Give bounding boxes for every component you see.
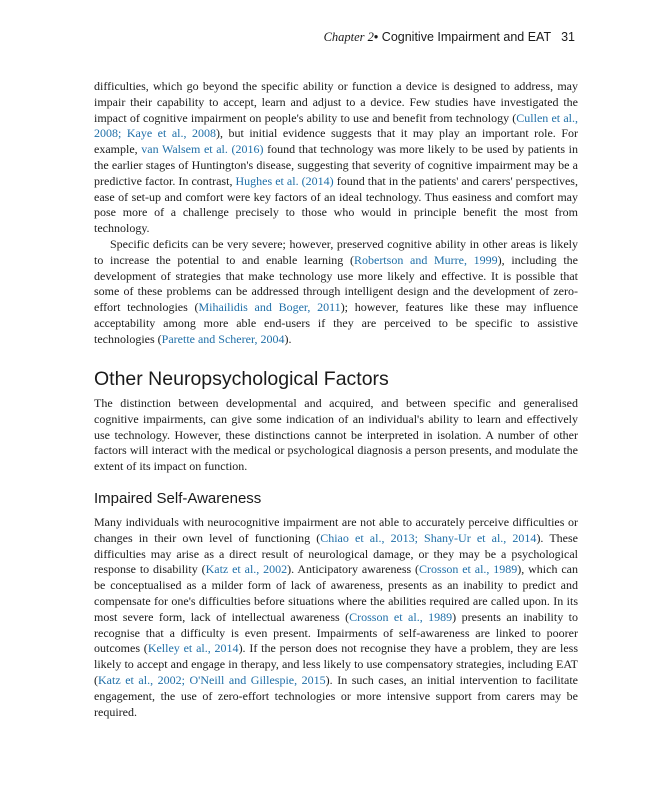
citation-link[interactable]: Katz et al., 2002; O'Neill and Gillespie, 2015 — [98, 672, 326, 687]
subsection-heading: Impaired Self-Awareness — [94, 490, 262, 507]
citation-link[interactable]: Robertson and Murre, 1999 — [353, 252, 498, 267]
citation-link[interactable]: Chiao et al., 2013; Shany-Ur et al., 2014 — [320, 530, 537, 545]
citation-link[interactable]: Mihailidis and Boger, 2011 — [198, 300, 341, 315]
page-number: 31 — [561, 30, 575, 44]
chapter-label: Chapter 2 — [323, 30, 374, 44]
paragraph: Many individuals with neurocognitive impairment are not able to accurately perceive difficulties or changes in their own level of functioning (Chiao et al., 2013; Shany-Ur et al., 2014). These difficulties may arise as a direct result of neurological damage, or they may be a psychological response to disability (Katz et al., 2002). Anticipatory awareness (Crosson et al., 1989), which can be conceptualised as a milder form of lack of awareness, presents as an inability to predict and compensate for one's difficulties before situations where the abilities required are called upon. In its most severe form, lack of intellectual awareness (Crosson et al., 1989) presents an inability to recognise that a difficulty is even present. Impairments of self-awareness are linked to poorer outcomes (Kelley et al., 2014). If the person does not recognise they have a problem, they are less likely to accept and engage in therapy, and less likely to use compensatory strategies, including EAT (Katz et al., 2002; O'Neill and Gillespie, 2015). In such cases, an initial intervention to facilitate engagement, the use of zero-effort technologies or more intensive support from carers may be required. — [94, 515, 579, 719]
subsection-text — [94, 515, 578, 720]
section-continued-text — [94, 79, 578, 348]
citation-link[interactable]: Kelley et al., 2014 — [147, 641, 239, 656]
paragraph: The distinction between developmental and acquired, and between specific and generalised cognitive impairments, can give some indication of an individual's ability to learn and effectively use technology. However, these distinctions cannot be interpreted in isolation. A number of other factors will interact with the medical or psychological diagnosis a person presents, and modulate the extent of its impact on function. — [94, 396, 578, 474]
citation-link[interactable]: Katz et al., 2002 — [205, 562, 288, 577]
section-heading: Other Neuropsychological Factors — [94, 368, 389, 390]
citation-link[interactable]: Cullen et al., 2008; Kaye et al., 2008 — [94, 110, 578, 141]
running-header — [324, 30, 575, 45]
citation-link[interactable]: van Walsem et al. (2016) — [141, 142, 264, 157]
citation-link[interactable]: Parette and Scherer, 2004 — [161, 331, 285, 346]
paragraph: Specific deficits can be very severe; however, preserved cognitive ability in other areas is likely to increase the potential to and enable learning (Robertson and Murre, 1999), including the development of strategies that make technology use more likely and effective. It is possible that some of these problems can be addressed through intelligent design and the development of zero-effort technologies (Mihailidis and Boger, 2011); however, features like these may influence acceptability among more able end-users if they are perceived to be specific to assistive technologies (Parette and Scherer, 2004). — [94, 236, 579, 346]
citation-link[interactable]: Crosson et al., 1989 — [419, 562, 518, 577]
chapter-title: Cognitive Impairment and EAT — [381, 30, 552, 44]
section-text — [94, 396, 578, 475]
header-bullet: • — [373, 30, 379, 44]
citation-link[interactable]: Crosson et al., 1989 — [349, 609, 453, 624]
paragraph: difficulties, which go beyond the specific ability or function a device is designed to address, may impair their capability to accept, learn and adjust to a device. Few studies have investigated the impact of cognitive impairment on people's ability to use and benefit from technology (Cullen et al., 2008; Kaye et al., 2008), but initial evidence suggests that it may play an important role. For example, van Walsem et al. (2016) found that technology was more likely to be used by patients in the earlier stages of Huntington's disease, suggesting that severity of cognitive impairment may be a predictive factor. In contrast, Hughes et al. (2014) found that in the patients' and carers' perspectives, ease of set-up and comfort were key factors of an ideal technology. Thus easiness and comfort may pose more of a challenge precisely to those who would in principle benefit the most from technology. — [94, 79, 578, 236]
citation-link[interactable]: Hughes et al. (2014) — [235, 173, 334, 188]
